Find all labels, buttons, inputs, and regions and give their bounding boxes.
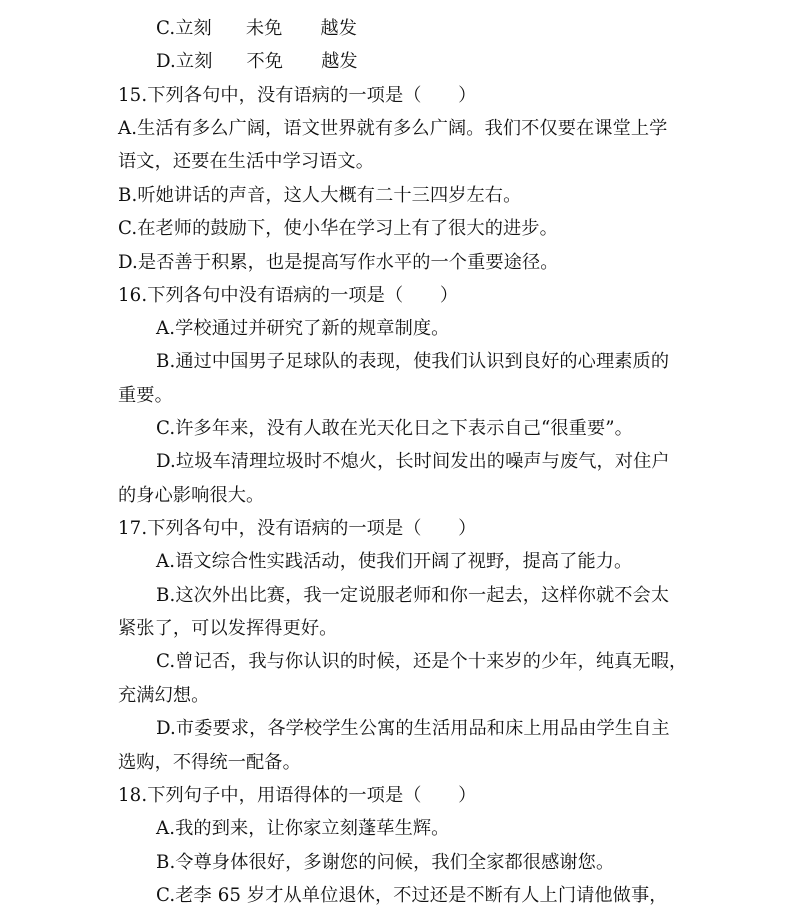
q18-stem: 18.下列句子中，用语得体的一项是（ ）	[118, 785, 477, 806]
q14-option-d-word2: 越发	[321, 51, 358, 72]
q15-option-b: B.听她讲话的声音，这人大概有二十三四岁左右。	[118, 185, 522, 206]
q16-option-c: C.许多年来，没有人敢在光天化日之下表示自己“很重要”。	[156, 418, 633, 439]
q15-option-a-line1: A.生活有多么广阔，语文世界就有多么广阔。我们不仅要在课堂上学	[118, 118, 668, 139]
q17-option-d-line2: 选购，不得统一配备。	[118, 752, 301, 773]
q14-option-d	[156, 50, 358, 74]
q14-option-c-label: C.立刻	[156, 18, 212, 39]
q17-option-b-line1: B.这次外出比赛，我一定说服老师和你一起去，这样你就不会太	[156, 585, 670, 606]
q14-option-d-word1: 不免	[246, 51, 284, 72]
q16-option-d-line2: 的身心影响很大。	[118, 485, 265, 506]
q16-option-b-line1: B.通过中国男子足球队的表现，使我们认识到良好的心理素质的	[156, 351, 670, 372]
q15-stem: 15.下列各句中，没有语病的一项是（ ）	[118, 85, 477, 106]
q17-option-d-line1: D.市委要求，各学校学生公寓的生活用品和床上用品由学生自主	[156, 718, 670, 739]
q18-option-b: B.令尊身体很好，多谢您的问候，我们全家都很感谢您。	[156, 852, 615, 873]
q18-option-a: A.我的到来，让你家立刻蓬荜生辉。	[156, 818, 450, 839]
q16-option-d-line1: D.垃圾车清理垃圾时不熄火，长时间发出的噪声与废气，对住户	[156, 451, 670, 472]
q15-option-d: D.是否善于积累，也是提高写作水平的一个重要途径。	[118, 252, 559, 273]
q15-option-a-line2: 语文，还要在生活中学习语文。	[118, 151, 375, 172]
q15-option-c: C.在老师的鼓励下，使小华在学习上有了很大的进步。	[118, 218, 558, 239]
q17-option-b-line2: 紧张了，可以发挥得更好。	[118, 618, 338, 639]
q14-option-d-label: D.立刻	[156, 51, 213, 72]
q16-stem: 16.下列各句中没有语病的一项是（ ）	[118, 285, 459, 306]
q18-option-c: C.老李 65 岁才从单位退休，不过还是不断有人上门请他做事，	[156, 885, 668, 906]
q17-stem: 17.下列各句中，没有语病的一项是（ ）	[118, 518, 477, 539]
q17-option-a: A.语文综合性实践活动，使我们开阔了视野，提高了能力。	[156, 551, 633, 572]
q17-option-c-line1: C.曾记否，我与你认识的时候，还是个十来岁的少年，纯真无暇，	[156, 651, 688, 672]
q14-option-c	[156, 17, 357, 41]
q16-option-b-line2: 重要。	[118, 385, 173, 406]
q17-option-c-line2: 充满幻想。	[118, 685, 210, 706]
q14-option-c-word2: 越发	[320, 18, 357, 39]
q16-option-a: A.学校通过并研究了新的规章制度。	[156, 318, 450, 339]
q14-option-c-word1: 未免	[245, 18, 283, 39]
